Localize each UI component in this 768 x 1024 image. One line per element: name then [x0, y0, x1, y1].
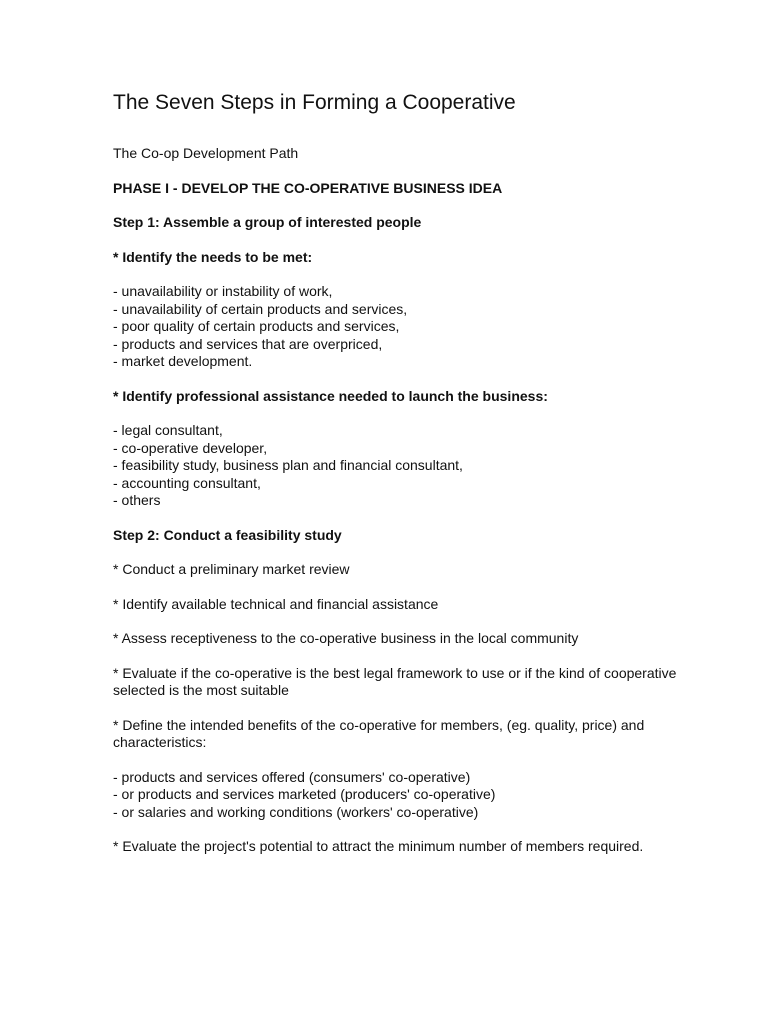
characteristics-list-item: - or salaries and working conditions (workers' co-operative) — [113, 803, 479, 820]
step-2-item: * Assess receptiveness to the co-operative business in the local community — [113, 630, 579, 646]
characteristics-list — [113, 769, 713, 822]
assistance-list-item: - feasibility study, business plan and financial consultant, — [113, 457, 463, 473]
characteristics-list-item: - or products and services marketed (producers' co-operative) — [113, 786, 496, 802]
step-2-item: * Identify available technical and financial assistance — [113, 595, 439, 612]
needs-list — [113, 283, 713, 371]
step-2-item: * Evaluate if the co-operative is the best legal framework to use or if the kind of cooperative selected is the most suitable — [113, 664, 677, 698]
needs-list-item: - unavailability or instability of work, — [113, 283, 333, 299]
phase-heading: PHASE I - DEVELOP THE CO-OPERATIVE BUSINESS IDEA — [113, 179, 503, 196]
assistance-list-item: - others — [113, 492, 161, 508]
characteristics-list-item: - products and services offered (consumers' co-operative) — [113, 768, 471, 785]
document-subtitle: The Co-op Development Path — [113, 145, 299, 161]
needs-heading: * Identify the needs to be met: — [113, 248, 313, 265]
document-page — [113, 90, 713, 856]
step-1-heading: Step 1: Assemble a group of interested people — [113, 214, 422, 230]
step-2-item: * Define the intended benefits of the co-operative for members, (eg. quality, price) and characteristics: — [113, 716, 645, 750]
needs-list-item: - products and services that are overpriced, — [113, 335, 383, 352]
needs-list-item: - poor quality of certain products and services, — [113, 318, 400, 334]
assistance-heading: * Identify professional assistance needed to launch the business: — [113, 387, 548, 404]
assistance-list-item: - legal consultant, — [113, 422, 223, 438]
step-2-final-item: * Evaluate the project's potential to attract the minimum number of members required. — [113, 838, 644, 854]
step-2-heading: Step 2: Conduct a feasibility study — [113, 526, 342, 543]
assistance-list — [113, 422, 713, 510]
needs-list-item: - market development. — [113, 353, 253, 369]
assistance-list-item: - co-operative developer, — [113, 439, 268, 456]
step-2-item: * Conduct a preliminary market review — [113, 561, 350, 577]
document-title: The Seven Steps in Forming a Cooperative — [113, 91, 516, 114]
assistance-list-item: - accounting consultant, — [113, 474, 261, 491]
needs-list-item: - unavailability of certain products and services, — [113, 300, 408, 317]
